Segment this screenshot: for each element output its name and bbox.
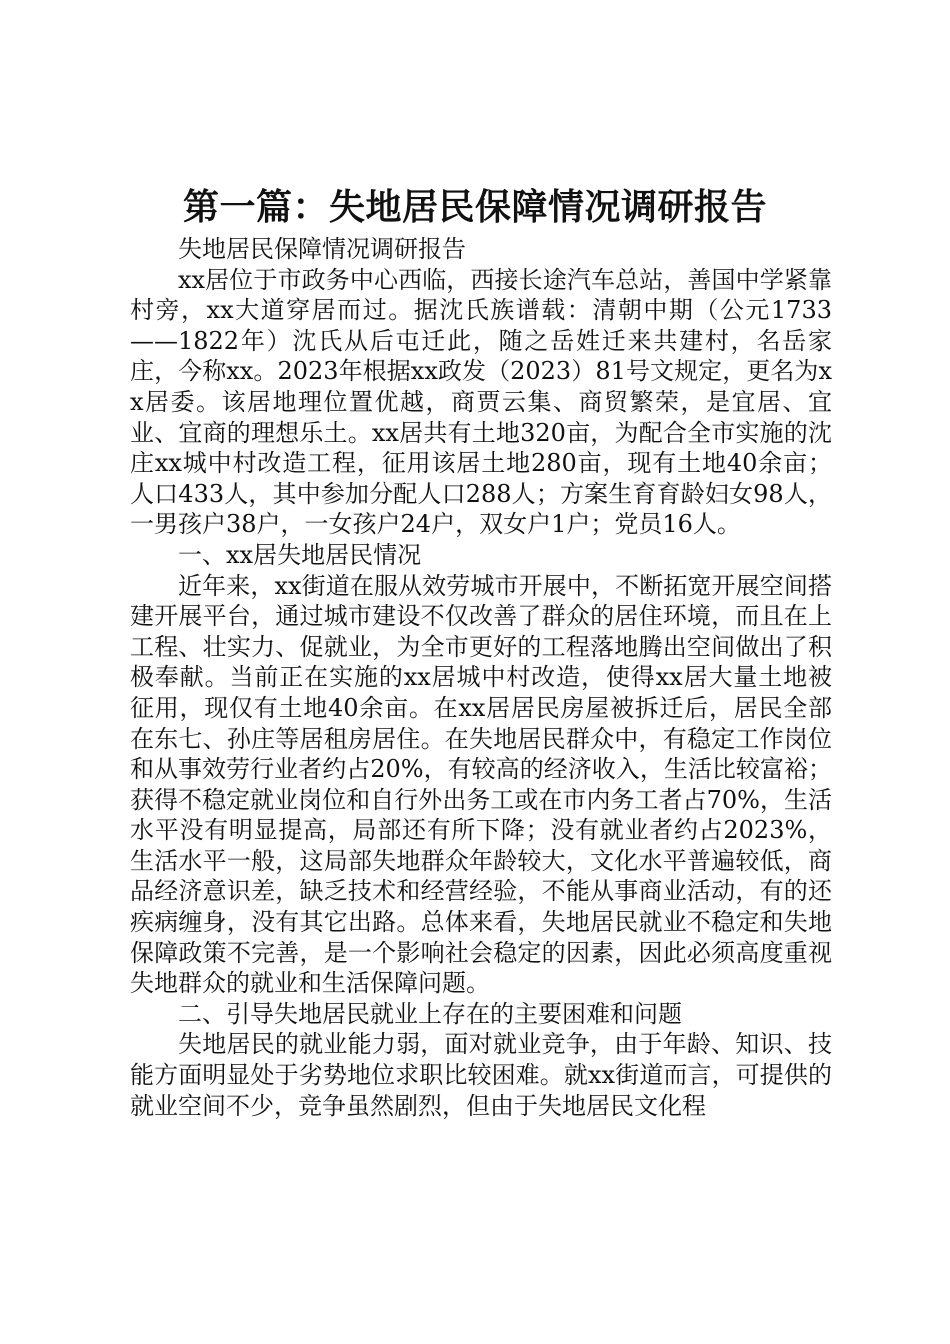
document-title: 第一篇：失地居民保障情况调研报告 bbox=[182, 186, 767, 228]
subtitle-paragraph: 失地居民保障情况调研报告 bbox=[178, 235, 466, 263]
section-1-paragraph: 近年来，xx街道在服从效劳城市开展中，不断拓宽开展空间搭建开展平台，通过城市建设不仅改善了群众的居住环境，而且在上工程、壮实力、促就业，为全市更好的工程落地腾出空间做出了积极奉献。当前正在实施的xx居城中村改造，使得xx居大量土地被征用，现仅有土地40余亩。在xx居居民房屋被拆迁后，居民全部在东七、孙庄等居租房居住。在失地居民群众中，有稳定工作岗位和从事效劳行业者约占20%，有较高的经济收入，生活比较富裕；获得不稳定就业岗位和自行外出务工或在市内务工者占70%，生活水平没有明显提高，局部还有所下降；没有就业者约占2023%，生活水平一般，这局部失地群众年龄较大，文化水平普遍较低，商品经济意识差，缺乏技术和经营经验，不能从事商业活动，有的还疾病缠身，没有其它出路。总体来看，失地居民就业不稳定和失地保障政策不完善，是一个影响社会稳定的因素，因此必须高度重视失地群众的就业和生活保障问题。 bbox=[130, 571, 832, 998]
section-2-paragraph: 失地居民的就业能力弱，面对就业竞争，由于年龄、知识、技能方面明显处于劣势地位求职比较困难。就xx街道而言，可提供的就业空间不少，竞争虽然剧烈，但由于失地居民文化程 bbox=[130, 1030, 832, 1120]
section-heading-1: 一、xx居失地居民情况 bbox=[178, 540, 422, 569]
document-body bbox=[130, 234, 832, 1121]
section-heading-2: 二、引导失地居民就业上存在的主要困难和问题 bbox=[178, 999, 682, 1028]
intro-paragraph: xx居位于市政务中心西临，西接长途汽车总站，善国中学紧靠村旁，xx大道穿居而过。据沈氏族谱载：清朝中期（公元1733——1822年）沈氏从后屯迁此，随之岳姓迁来共建村，名岳家庄，今称xx。2023年根据xx政发（2023）81号文规定，更名为xx居委。该居地理位置优越，商贾云集、商贸繁荣，是宜居、宜业、宜商的理想乐土。xx居共有土地320亩，为配合全市实施的沈庄xx城中村改造工程，征用该居土地280亩，现有土地40余亩；人口433人，其中参加分配人口288人；方案生育育龄妇女98人，一男孩户38户，一女孩户24户，双女户1户；党员16人。 bbox=[130, 265, 832, 539]
